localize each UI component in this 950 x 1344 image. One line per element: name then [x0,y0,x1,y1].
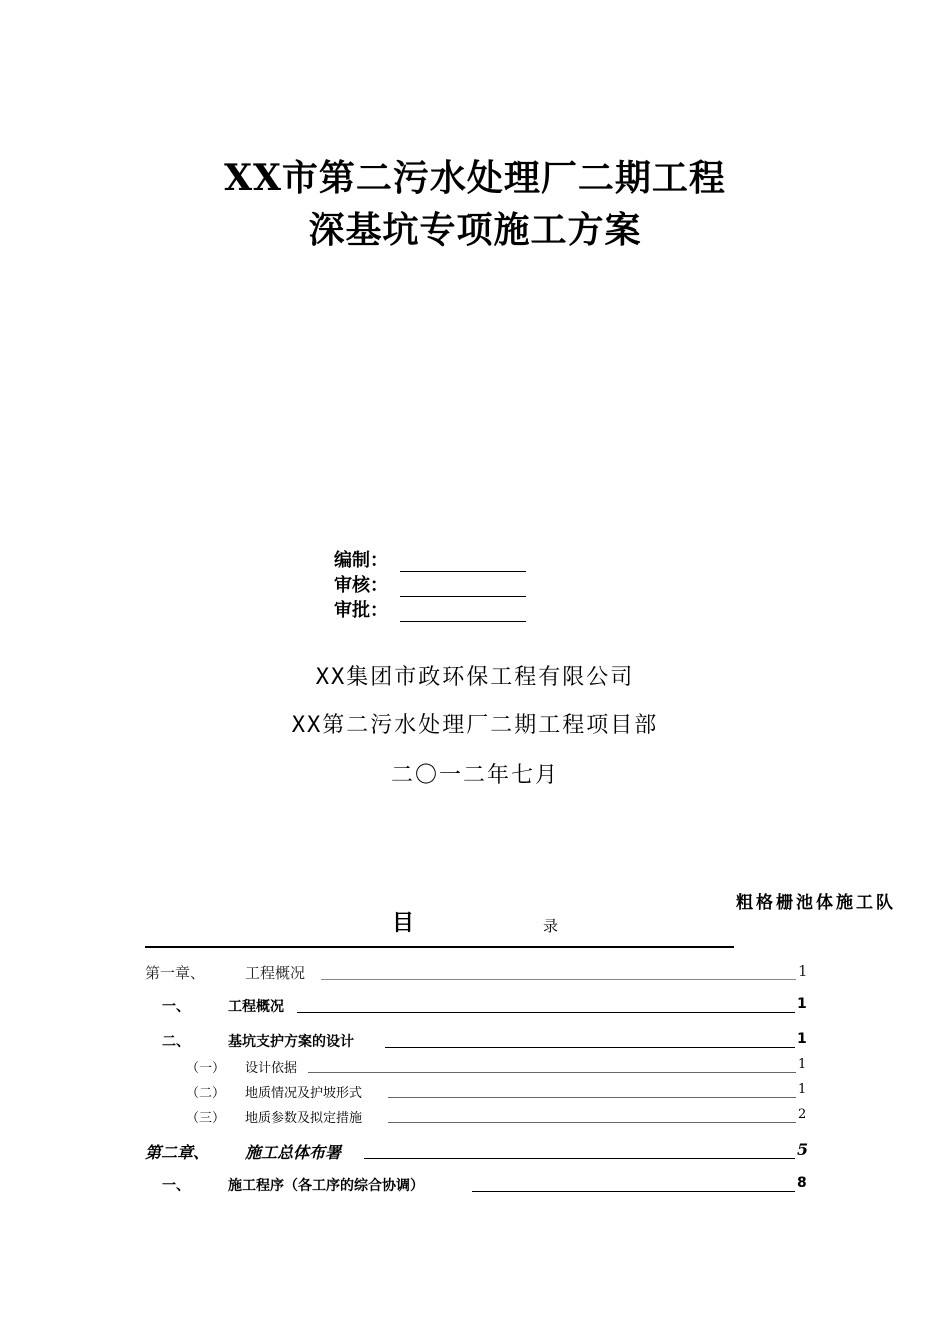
toc-entry[interactable] [0,1107,950,1127]
sign-line-reviewed [400,576,526,597]
toc-entry-page: 8 [797,1175,807,1191]
toc-entry-number: 一、 [162,999,190,1015]
sign-label-compiled: 编制： [334,550,388,571]
toc-entry-page: 1 [797,996,807,1012]
toc-entry-number: （二） [186,1086,226,1101]
toc-entry-text: 施工程序（各工序的综合协调） [228,1178,424,1194]
toc-entry-page: 2 [798,1107,807,1122]
toc-entry-text: 地质情况及护坡形式 [245,1086,363,1101]
toc-leader-line [308,1072,796,1073]
toc-leader-line [297,1012,795,1013]
toc-entry[interactable] [0,962,950,984]
toc-entry-text: 设计依据 [245,1061,298,1076]
document-title-line-2: 深基坑专项施工方案 [308,209,642,251]
toc-leader-line [472,1191,795,1192]
company-name: XX集团市政环保工程有限公司 [315,665,635,690]
sign-row-reviewed [334,572,526,597]
toc-entry-page: 1 [798,1057,807,1072]
toc-entry-number: 二、 [162,1034,190,1050]
toc-entry-page: 1 [797,1031,807,1047]
toc-entry-number: （一） [186,1061,226,1076]
document-date: 二〇一二年七月 [390,763,559,788]
document-title-line-1: XX市第二污水处理厂二期工程 [224,157,726,199]
toc-entry-text: 工程概况 [228,999,284,1015]
toc-entry-number: （三） [186,1111,226,1126]
signature-block [334,547,526,622]
toc-leader-line [385,1047,795,1048]
toc-leader-line [321,979,796,980]
toc-entry-text: 地质参数及拟定措施 [245,1111,363,1126]
toc-leader-line [388,1097,796,1098]
toc-entry[interactable] [0,1031,950,1053]
sign-line-compiled [400,551,526,572]
sign-row-compiled [334,547,526,572]
toc-entry[interactable] [0,1140,950,1162]
toc-entry[interactable] [0,1175,950,1197]
toc-entry-page: 1 [798,1082,807,1097]
toc-entry-text: 施工总体布署 [245,1143,342,1162]
toc-entry[interactable] [0,996,950,1018]
toc-entry-text: 工程概况 [245,964,306,982]
project-department: XX第二污水处理厂二期工程项目部 [291,713,659,738]
toc-entry-number: 第一章、 [145,964,206,982]
sign-line-approved [400,601,526,622]
toc-leader-line [388,1122,796,1123]
toc-divider [145,946,734,948]
toc-entry-page: 5 [797,1140,809,1159]
toc-entry-number: 一、 [162,1178,190,1194]
toc-entry[interactable] [0,1082,950,1102]
sign-row-approved [334,597,526,622]
sign-label-approved: 审批： [334,600,388,621]
toc-entry-text: 基坑支护方案的设计 [228,1034,354,1050]
toc-title-char-2: 录 [543,917,559,935]
toc-leader-line [364,1158,795,1159]
toc-title-char-1: 目 [392,911,415,936]
toc-entry[interactable] [0,1057,950,1077]
sign-label-reviewed: 审核： [334,575,388,596]
toc-entry-number: 第二章、 [145,1143,210,1162]
toc-entry-page: 1 [798,962,808,980]
side-note: 粗格栅池体施工队 [736,893,896,913]
